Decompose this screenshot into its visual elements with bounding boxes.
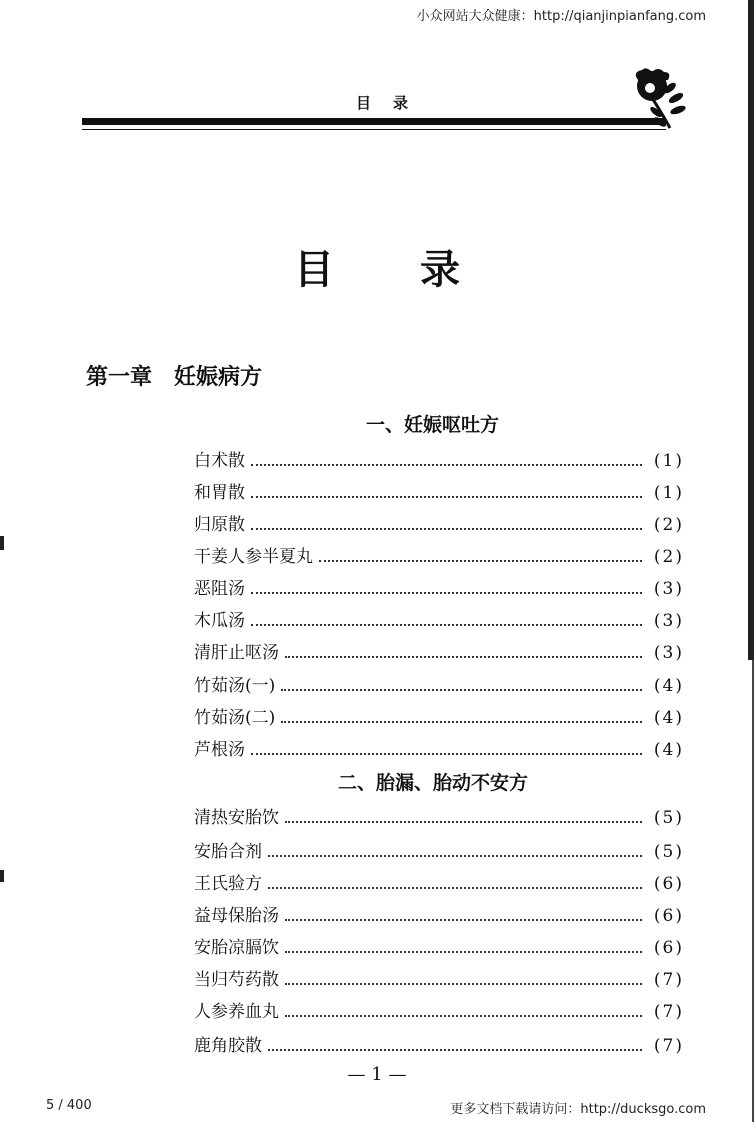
- toc-entry-name: 干姜人参半夏丸: [194, 547, 313, 567]
- leader-dots: [285, 1014, 642, 1017]
- header-rule-thin: [82, 129, 666, 130]
- toc-entry[interactable]: [194, 997, 684, 1021]
- flower-ornament-icon: [630, 66, 692, 130]
- toc-entry-name: 安胎凉膈饮: [194, 938, 279, 958]
- leader-dots: [285, 982, 642, 985]
- running-header-label: 目录: [356, 94, 431, 112]
- toc-entry-page: (4): [653, 676, 684, 696]
- toc-entry-name: 恶阻汤: [194, 579, 245, 599]
- toc-entry-page: (4): [653, 708, 684, 728]
- section-heading: 一、妊娠呕吐方: [366, 414, 500, 436]
- leader-dots: [319, 559, 642, 562]
- toc-entry-name: 王氏验方: [194, 874, 262, 894]
- toc-entry-page: (7): [653, 1002, 684, 1022]
- toc-entry-page: (6): [653, 938, 684, 958]
- toc-entry-name: 人参养血丸: [194, 1002, 279, 1022]
- page-number: — 1 —: [347, 1064, 407, 1085]
- chapter-label: 第一章: [86, 365, 153, 390]
- leader-dots: [268, 854, 642, 857]
- toc-entry[interactable]: [194, 606, 684, 630]
- leader-dots: [285, 820, 642, 823]
- page-edge-shadow: [748, 0, 754, 660]
- leader-dots: [281, 688, 642, 691]
- page-indicator: 5 / 400: [46, 1098, 92, 1113]
- toc-entry-page: (3): [653, 643, 684, 663]
- toc-entry[interactable]: [194, 869, 684, 893]
- section-heading: 二、胎漏、胎动不安方: [338, 772, 529, 794]
- toc-entry[interactable]: [194, 1031, 684, 1055]
- toc-entry-page: (3): [653, 611, 684, 631]
- toc-entry-page: (4): [653, 740, 684, 760]
- toc-entry[interactable]: [194, 478, 684, 502]
- bottom-watermark-note: 更多文档下载请访问：http://ducksgo.com: [450, 1102, 706, 1117]
- toc-entry-name: 当归芍药散: [194, 970, 279, 990]
- toc-entry-page: (3): [653, 579, 684, 599]
- toc-entry-page: (1): [653, 483, 684, 503]
- scan-mark: [0, 870, 4, 882]
- toc-entry-page: (5): [653, 842, 684, 862]
- toc-entry[interactable]: [194, 510, 684, 534]
- chapter-heading: [86, 360, 262, 391]
- toc-entry-page: (6): [653, 906, 684, 926]
- toc-entry-page: (7): [653, 1036, 684, 1056]
- header-rule: [82, 118, 666, 125]
- toc-entry-name: 木瓜汤: [194, 611, 245, 631]
- leader-dots: [251, 591, 642, 594]
- toc-entry-page: (1): [653, 451, 684, 471]
- toc-entry-page: (7): [653, 970, 684, 990]
- toc-entry-name: 益母保胎汤: [194, 906, 279, 926]
- leader-dots: [285, 918, 642, 921]
- scan-mark: [0, 536, 4, 550]
- page-title: 目 录: [294, 247, 496, 293]
- toc-entry[interactable]: [194, 803, 684, 827]
- toc-entry-page: (2): [653, 547, 684, 567]
- toc-entry-page: (5): [653, 808, 684, 828]
- toc-entry[interactable]: [194, 574, 684, 598]
- toc-entry-name: 鹿角胶散: [194, 1036, 262, 1056]
- toc-entry-name: 安胎合剂: [194, 842, 262, 862]
- leader-dots: [281, 720, 642, 723]
- toc-entry[interactable]: [194, 901, 684, 925]
- toc-entry[interactable]: [194, 735, 684, 759]
- toc-entry[interactable]: [194, 837, 684, 861]
- chapter-name: 妊娠病方: [174, 365, 263, 390]
- toc-entry[interactable]: [194, 965, 684, 989]
- toc-entry[interactable]: [194, 933, 684, 957]
- leader-dots: [285, 655, 642, 658]
- leader-dots: [268, 1048, 642, 1051]
- toc-entry-name: 白术散: [194, 451, 245, 471]
- leader-dots: [251, 623, 642, 626]
- leader-dots: [251, 527, 642, 530]
- top-watermark-note: 小众网站大众健康：http://qianjinpianfang.com: [416, 9, 706, 24]
- leader-dots: [251, 752, 642, 755]
- toc-entry-name: 归原散: [194, 515, 245, 535]
- toc-entry[interactable]: [194, 446, 684, 470]
- leader-dots: [251, 463, 642, 466]
- toc-entry[interactable]: [194, 703, 684, 727]
- toc-entry-name: 清热安胎饮: [194, 808, 279, 828]
- toc-entry-name: 和胃散: [194, 483, 245, 503]
- toc-entry-name: 清肝止呕汤: [194, 643, 279, 663]
- toc-entry-page: (6): [653, 874, 684, 894]
- leader-dots: [268, 886, 642, 889]
- toc-entry-name: 竹茹汤(二): [194, 708, 276, 728]
- toc-entry-name: 芦根汤: [194, 740, 245, 760]
- toc-entry-name: 竹茹汤(一): [194, 676, 276, 696]
- toc-entry-page: (2): [653, 515, 684, 535]
- toc-entry[interactable]: [194, 671, 684, 695]
- toc-entry[interactable]: [194, 542, 684, 566]
- leader-dots: [251, 495, 642, 498]
- toc-entry[interactable]: [194, 638, 684, 662]
- leader-dots: [285, 950, 642, 953]
